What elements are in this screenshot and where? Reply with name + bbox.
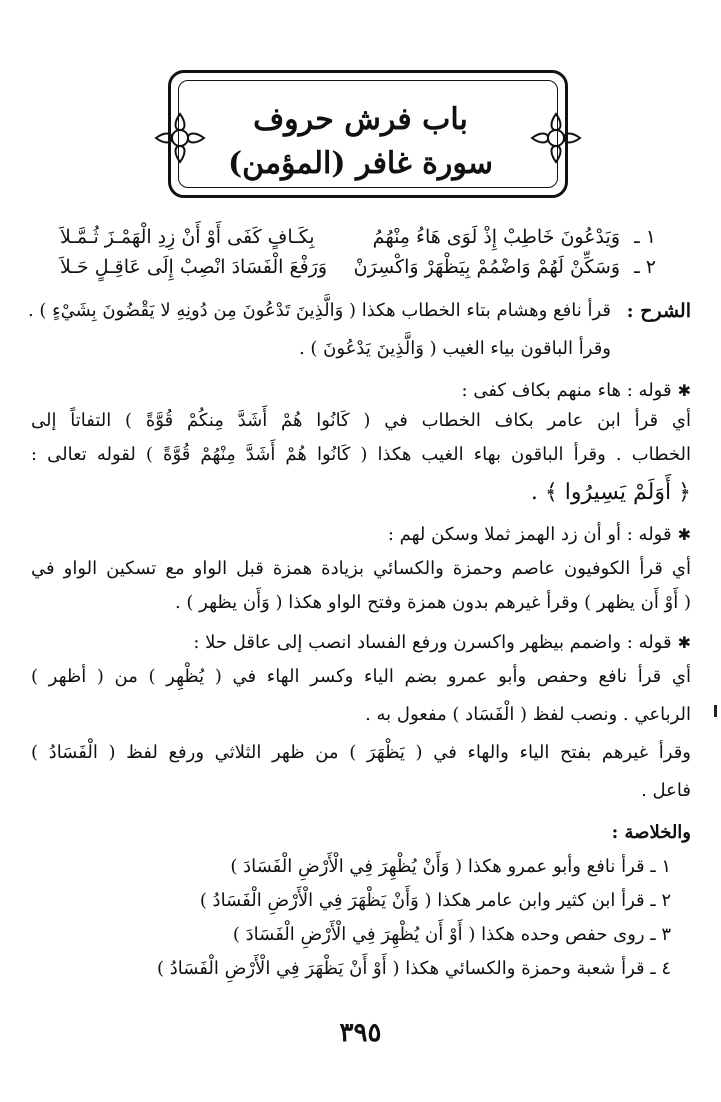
- page-number: ٣٩٥: [339, 1018, 382, 1048]
- verse-second-hemistich: بِكَـافٍ كَفَى أَوْ أَنْ زِدِ الْهَمْـزَ ثُـمَّـلاَ: [60, 226, 315, 248]
- note-line: [31, 376, 691, 406]
- surah-title: سورة غافر (المؤمن): [227, 146, 494, 181]
- note-line: [31, 520, 691, 550]
- summary-item: ٤ ـ قرأ شعبة وحمزة والكسائي هكذا ( أَوْ أَنْ يَظْهَرَ فِي الْأَرْضِ الْفَسَادُ ): [156, 958, 671, 979]
- quran-quote: ﴿ أَوَلَمْ يَسِيرُوا ﴾ .: [530, 480, 691, 505]
- text-line: قرأ نافع وهشام بتاء الخطاب هكذا ( وَالَّذِينَ تَدْعُونَ مِن دُونِهِ لا يَقْضُونَ بِشَيْءٍ ) .: [27, 300, 611, 321]
- note-line: [31, 628, 691, 658]
- bullet-star-icon: ✱: [677, 525, 691, 544]
- commentary-label: الشرح :: [626, 300, 691, 322]
- bullet-star-icon: ✱: [677, 633, 691, 652]
- verse-number: ١ ـ: [634, 226, 656, 248]
- verse-line: [60, 226, 656, 256]
- note-heading: قوله : واضمم بيظهر واكسرن ورفع الفساد انصب إلى عاقل حلا :: [193, 632, 672, 653]
- note-heading: قوله : أو أن زد الهمز ثملا وسكن لهم :: [387, 524, 672, 545]
- summary-heading: والخلاصة :: [611, 822, 691, 843]
- text-line: وقرأ الباقون بياء الغيب ( وَالَّذِينَ يَدْعُونَ ) .: [298, 338, 611, 359]
- verse-line: [60, 256, 656, 286]
- summary-item: ١ ـ قرأ نافع وأبو عمرو هكذا ( وَأَنْ يُظْهِرَ فِي الْأَرْضِ الْفَسَادَ ): [230, 856, 671, 877]
- margin-mark: [714, 705, 717, 717]
- verse-first-hemistich: وَسَكِّنْ لَهُمْ وَاضْمُمْ بِيَظْهَرْ وَاكْسِرَنْ: [353, 256, 620, 278]
- text-line: ( أَوْ أَن يظهر ) وقرأ غيرهم بدون همزة وفتح الواو هكذا ( وَأَن يظهر ) .: [174, 592, 691, 613]
- summary-item: ٢ ـ قرأ ابن كثير وابن عامر هكذا ( وَأَنْ يَظْهَرَ فِي الْأَرْضِ الْفَسَادُ ): [199, 890, 671, 911]
- text-line: الرباعي . ونصب لفظ ( الْفَسَاد ) مفعول به .: [365, 704, 691, 725]
- text-line: أي قرأ ابن عامر بكاف الخطاب في ( كَانُوا هُمْ أَشَدَّ مِنكُمْ قُوَّةً ) التفاتاً إلى: [31, 410, 691, 431]
- verse-second-hemistich: وَرَفْعَ الْفَسَادَ انْصِبْ إِلَى عَاقِـلٍ حَـلاَ: [60, 256, 328, 278]
- summary-item: ٣ ـ روى حفص وحده هكذا ( أَوْ أَن يُظْهِرَ فِي الْأَرْضِ الْفَسَادَ ): [232, 924, 671, 945]
- note-heading: قوله : هاء منهم بكاف كفى :: [461, 380, 672, 401]
- text-line: أي قرأ نافع وحفص وأبو عمرو بضم الياء وكسر الهاء في ( يُظْهِر ) من ( أظهر ): [31, 666, 691, 687]
- text-line: وقرأ غيرهم بفتح الياء والهاء في ( يَظْهَرَ ) من ظهر الثلاثي ورفع لفظ ( الْفَسَادُ ): [31, 742, 691, 763]
- text-line: الخطاب . وقرأ الباقون بهاء الغيب هكذا ( كَانُوا هُمْ أَشَدَّ مِنْهُمْ قُوَّةً ) لقوله تعالى :: [31, 444, 691, 465]
- text-line: أي قرأ الكوفيون عاصم وحمزة والكسائي بزيادة همزة قبل الواو مع تسكين الواو في: [31, 558, 691, 579]
- bullet-star-icon: ✱: [677, 381, 691, 400]
- text-line: فاعل .: [641, 780, 691, 801]
- chapter-title: باب فرش حروف: [253, 102, 468, 137]
- verse-number: ٢ ـ: [634, 256, 656, 278]
- verse-first-hemistich: وَيَدْعُونَ خَاطِبْ إِذْ لَوَى هَاءُ مِنْهُمُ: [372, 226, 620, 248]
